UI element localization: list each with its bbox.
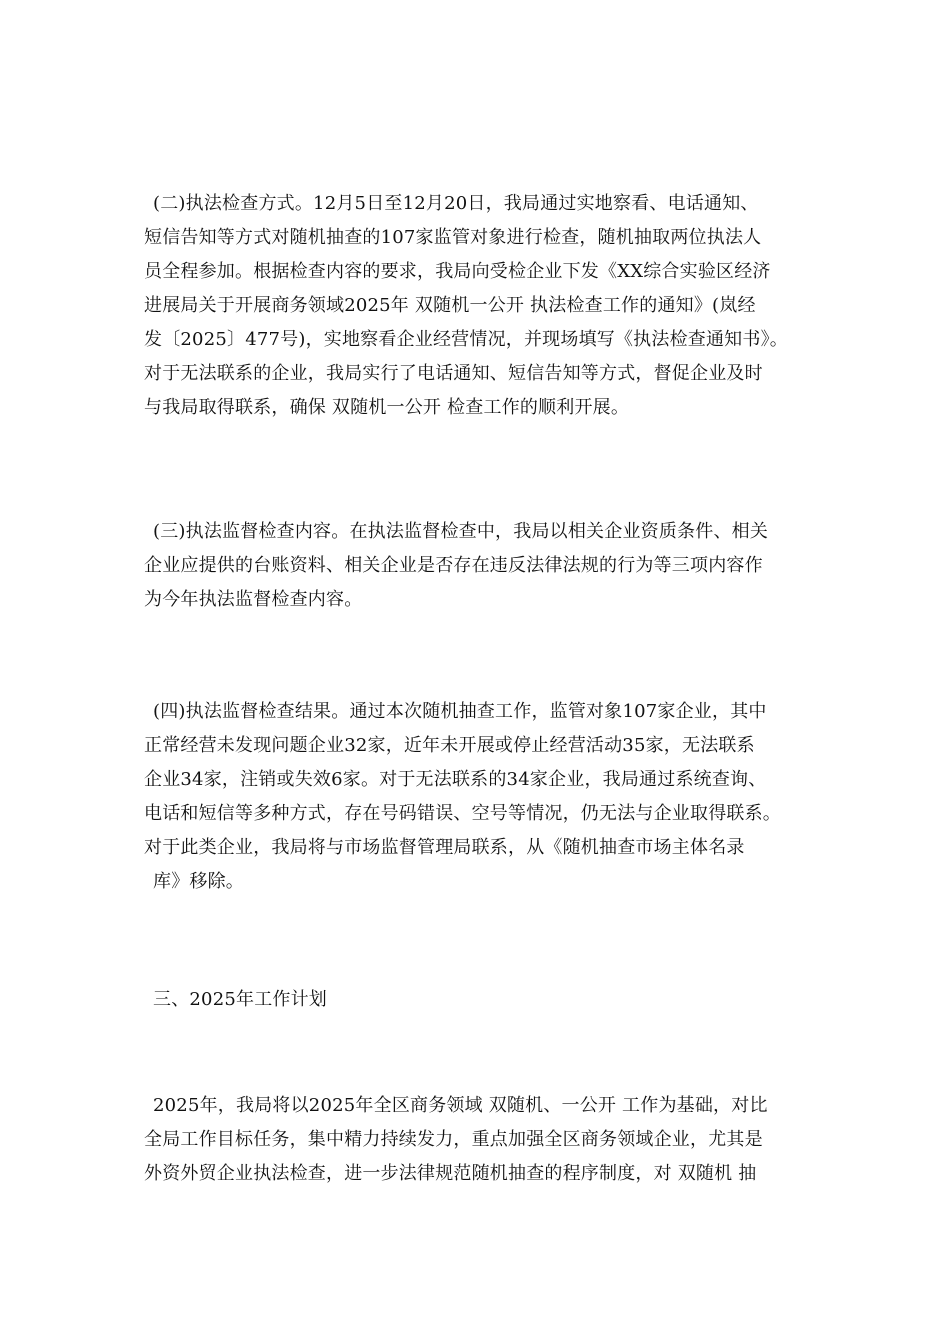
text-line: 全局工作目标任务，集中精力持续发力，重点加强全区商务领域企业，尤其是 [144,1129,763,1150]
section-heading-2025-work-plan [144,983,814,1017]
text-line: 为今年执法监督检查内容。 [144,589,363,610]
text-line: 正常经营未发现问题企业32家，近年未开展或停止经营活动35家，无法联系 [144,735,755,756]
paragraph-inspection-content [144,515,814,617]
text-line: 企业应提供的台账资料、相关企业是否存在违反法律法规的行为等三项内容作 [144,555,763,576]
paragraph-2025-plan [144,1089,814,1191]
text-line: 短信告知等方式对随机抽查的107家监管对象进行检查，随机抽取两位执法人 [144,227,762,248]
paragraph-law-enforcement-method [144,187,814,425]
text-line: (三)执法监督检查内容。在执法监督检查中，我局以相关企业资质条件、相关 [153,521,769,542]
section-heading: 三、2025年工作计划 [153,989,328,1010]
text-line: 对于此类企业，我局将与市场监督管理局联系，从《随机抽查市场主体名录 [144,837,745,858]
paragraph-inspection-results [144,695,814,899]
text-line: 与我局取得联系，确保 双随机一公开 检查工作的顺利开展。 [144,397,630,418]
text-line: 企业34家，注销或失效6家。对于无法联系的34家企业，我局通过系统查询、 [144,769,767,790]
text-line: (二)执法检查方式。12月5日至12月20日，我局通过实地察看、电话通知、 [153,193,759,214]
text-line: 2025年，我局将以2025年全区商务领域 双随机、一公开 工作为基础，对比 [153,1095,768,1116]
text-line: 外资外贸企业执法检查，进一步法律规范随机抽查的程序制度，对 双随机 抽 [144,1163,757,1184]
text-line: 发〔2025〕477号)，实地察看企业经营情况，并现场填写《执法检查通知书》。 [144,329,788,350]
text-line: (四)执法监督检查结果。通过本次随机抽查工作，监管对象107家企业，其中 [153,701,767,722]
text-line: 进展局关于开展商务领域2025年 双随机一公开 执法检查工作的通知》(岚经 [144,295,756,316]
text-line: 对于无法联系的企业，我局实行了电话通知、短信告知等方式，督促企业及时 [144,363,763,384]
text-line: 库》移除。 [153,871,244,892]
text-line: 电话和短信等多种方式，存在号码错误、空号等情况，仍无法与企业取得联系。 [144,803,781,824]
text-line: 员全程参加。根据检查内容的要求，我局向受检企业下发《XX综合实验区经济 [144,261,771,282]
